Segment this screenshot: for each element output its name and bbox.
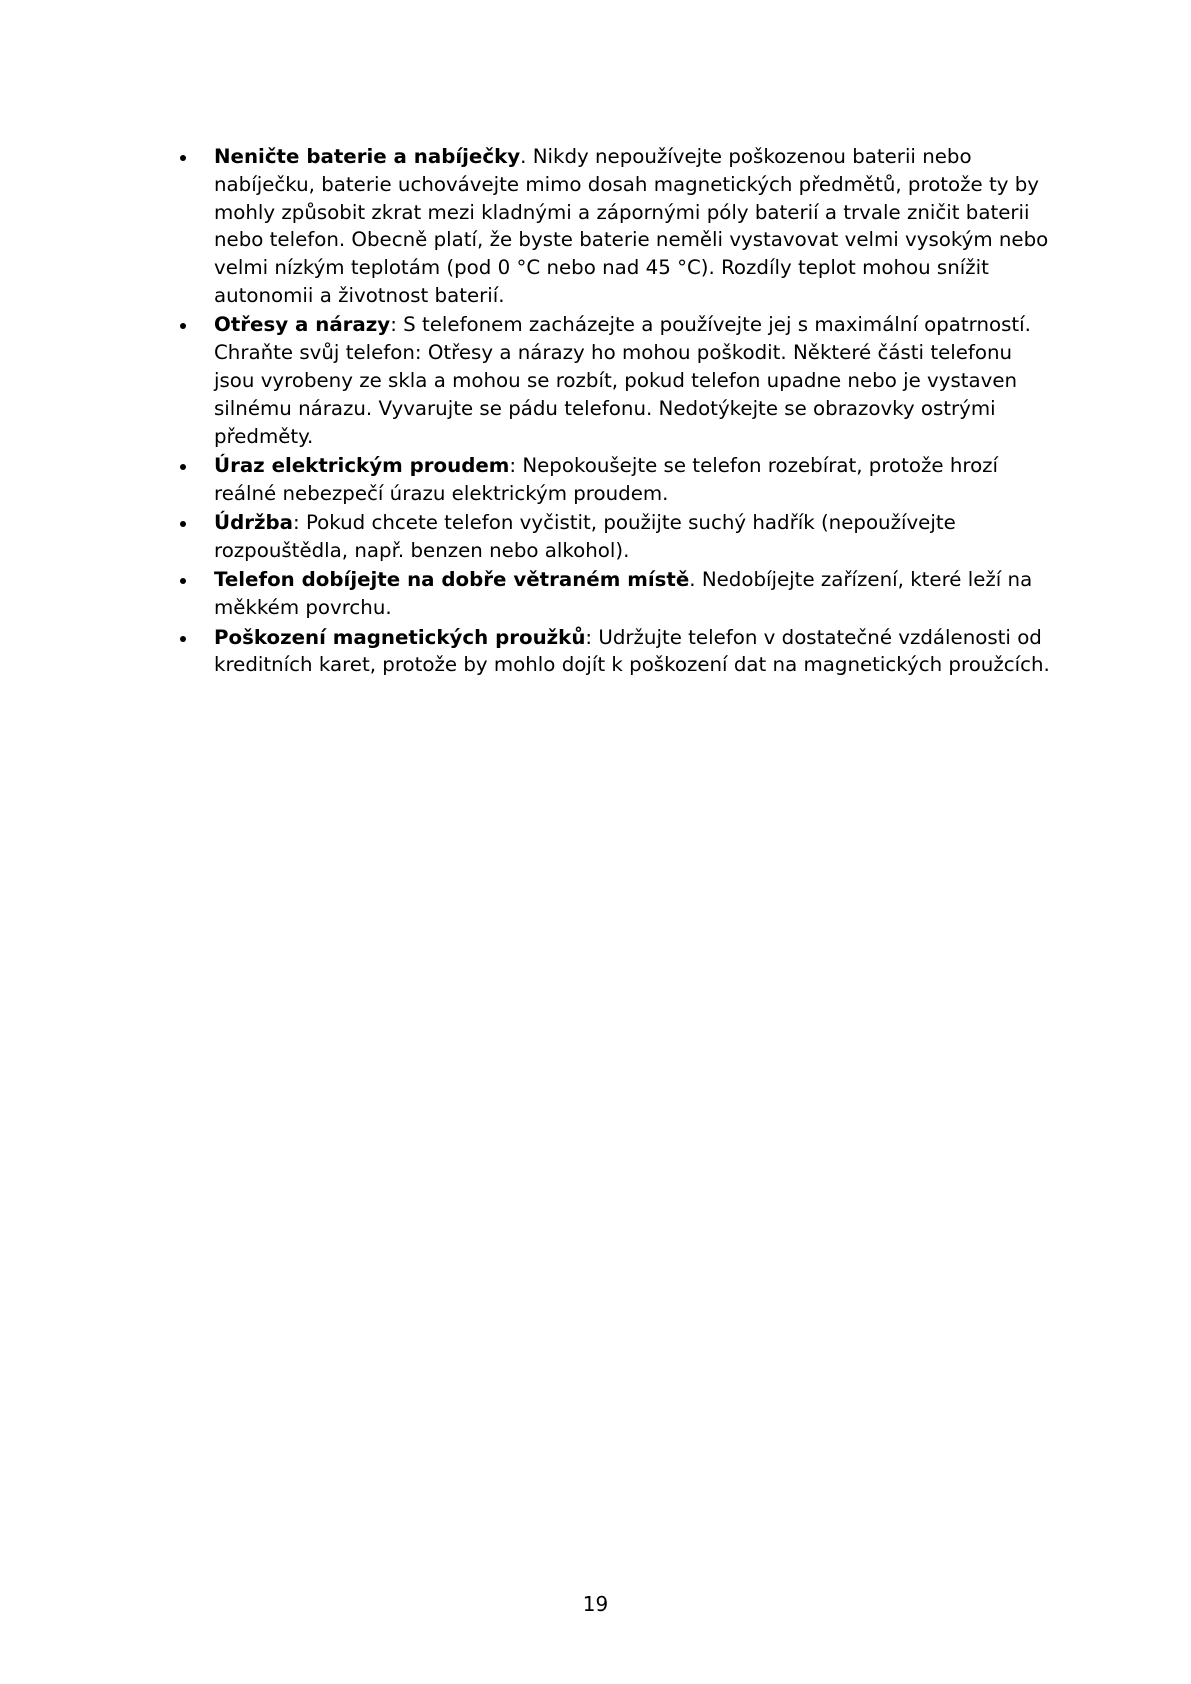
list-item (176, 624, 1056, 680)
list-item (176, 143, 1056, 310)
item-text: . Nedobíjejte zařízení, které leží na měkkém povrchu. (214, 568, 1033, 620)
item-text: : Udržujte telefon v dostatečné vzdálenosti od kreditních karet, protože by mohlo dojít k poškození dat na magnetických proužcích. (214, 625, 1050, 677)
bullet-icon (180, 521, 186, 527)
item-title: Telefon dobíjejte na dobře větraném místě (214, 568, 690, 592)
item-title: Poškození magnetických proužků (214, 625, 586, 649)
list-item (176, 509, 1056, 565)
bullet-icon (180, 464, 186, 470)
bullet-icon (180, 155, 186, 161)
bullet-icon (180, 323, 186, 329)
bullet-icon (180, 636, 186, 642)
item-title: Údržba (214, 511, 293, 535)
item-text: . Nikdy nepoužívejte poškozenou baterii nebo nabíječku, baterie uchovávejte mimo dosah magnetických předmětů, protože ty by mohly způsobit zkrat mezi kladnými a zápornými póly baterií a trvale zničit baterii nebo telefon. Obecně platí, že byste baterie neměli vystavovat velmi vysokým nebo velmi nízkým teplotám (pod 0 °C nebo nad 45 °C). Rozdíly teplot mohou snížit autonomii a životnost baterií. (214, 145, 1049, 307)
item-title: Neničte baterie a nabíječky (214, 145, 521, 168)
item-text: : S telefonem zacházejte a používejte jej s maximální opatrností. Chraňte svůj telefon: Otřesy a nárazy ho mohou poškodit. Některé části telefonu jsou vyrobeny ze skla a mohou se rozbít, pokud telefon upadne nebo je vystaven silnému nárazu. Vyvarujte se pádu telefonu. Nedotýkejte se obrazovky ostrými předměty. (214, 313, 1031, 448)
list-item (176, 452, 1056, 508)
page-number: 19 (582, 1592, 609, 1616)
list-item (176, 566, 1056, 622)
item-title: Otřesy a nárazy (214, 313, 391, 337)
item-title: Úraz elektrickým proudem (214, 453, 510, 477)
item-text: : Pokud chcete telefon vyčistit, použijte suchý hadřík (nepoužívejte rozpouštědla, např. benzen nebo alkohol). (214, 511, 956, 562)
bullet-icon (180, 578, 186, 584)
item-text: : Nepokoušejte se telefon rozebírat, protože hrozí reálné nebezpečí úrazu elektrickým proudem. (214, 453, 999, 505)
list-item (176, 311, 1056, 450)
safety-bullet-list (176, 143, 1056, 681)
